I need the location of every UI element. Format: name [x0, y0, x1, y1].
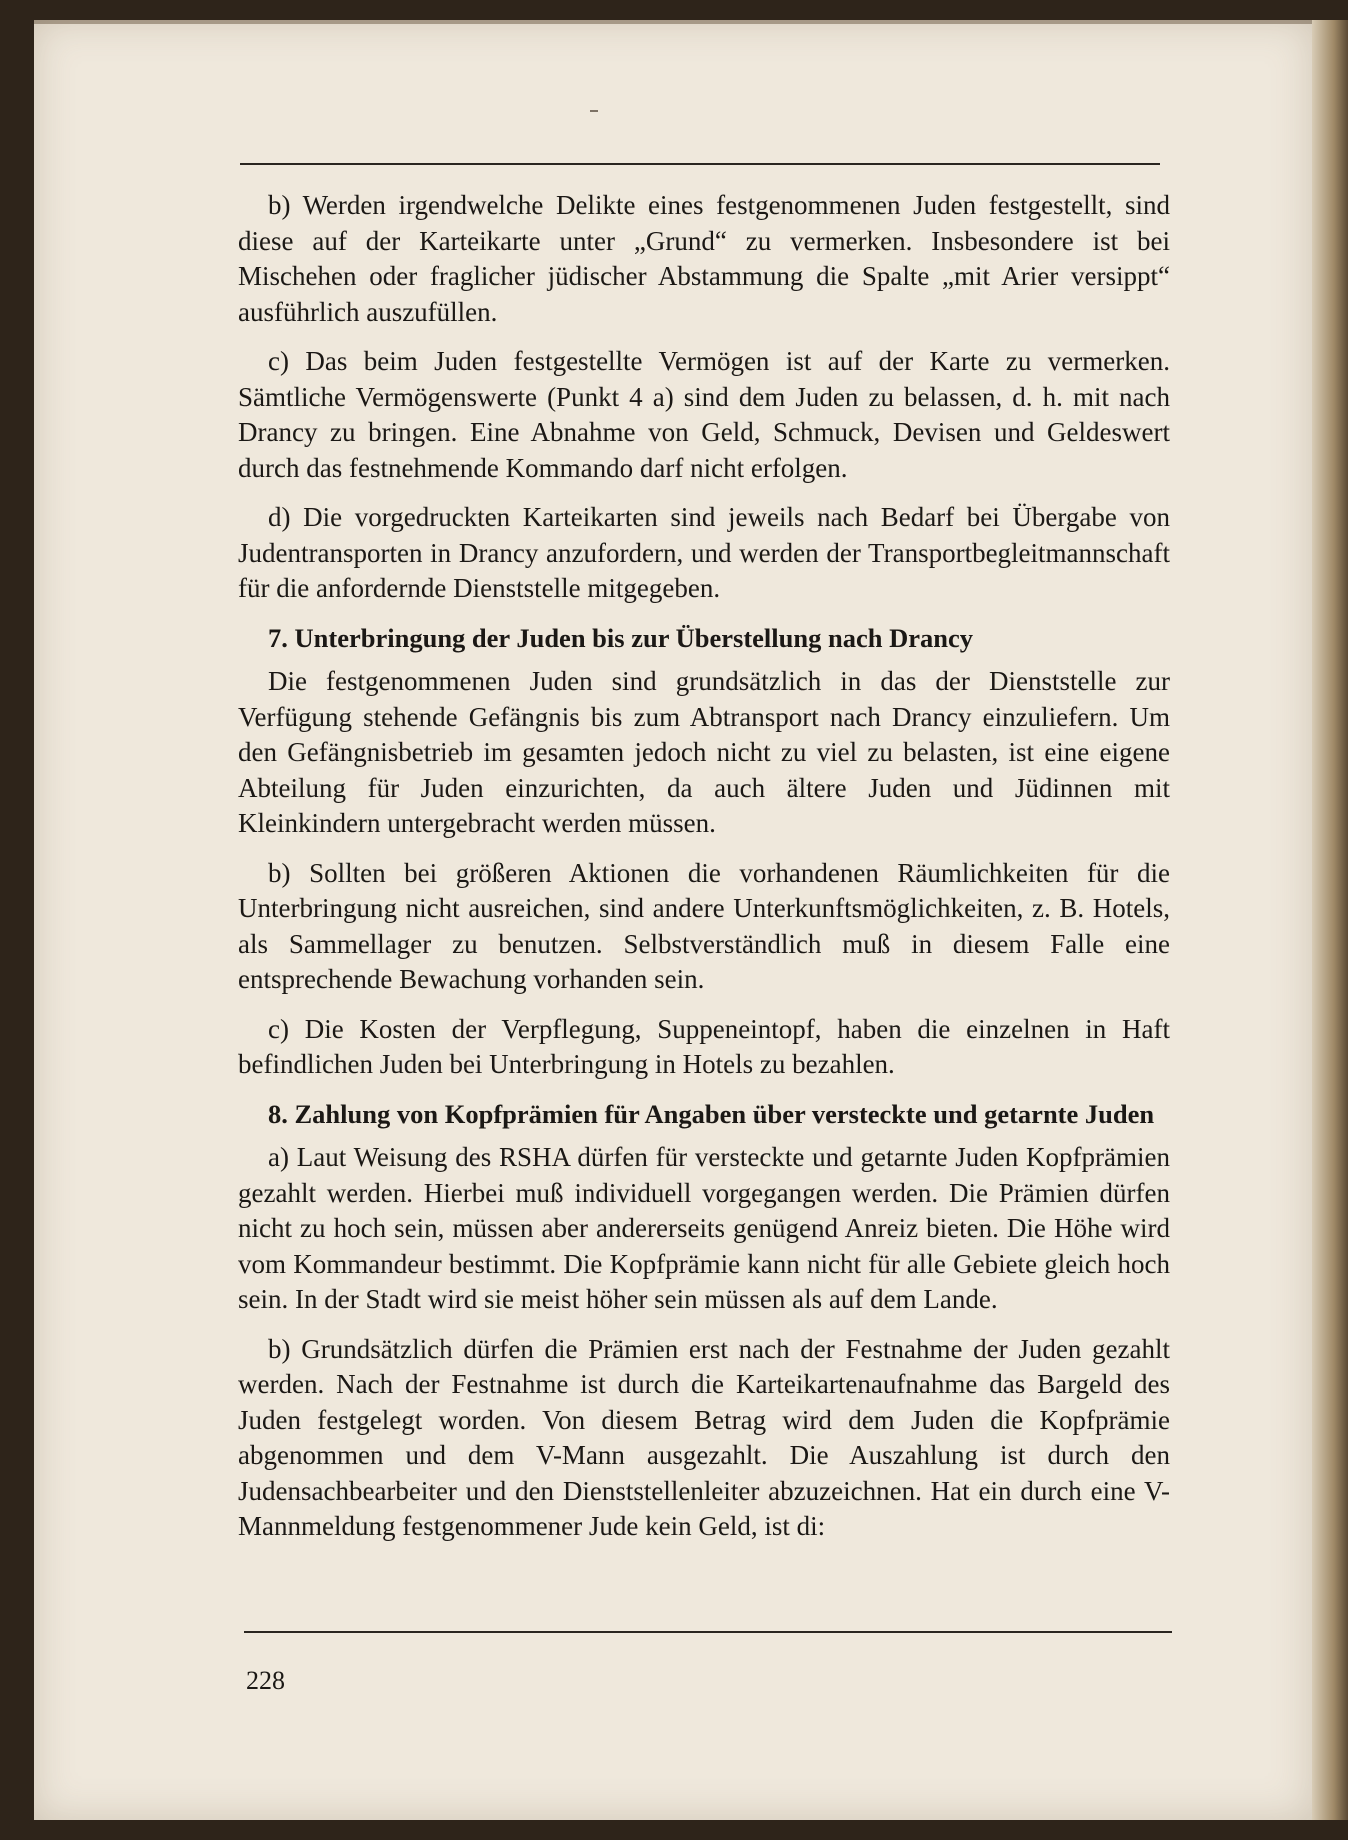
paragraph-7-c: c) Die Kosten der Verpflegung, Suppeneintopf, haben die einzelnen in Haft befindlichen Juden bei Unterbringung in Hotels zu bezahlen.: [238, 1013, 1170, 1079]
paragraph-c-vermoegen: c) Das beim Juden festgestellte Vermögen ist auf der Karte zu vermerken. Sämtliche Vermögenswerte (Punkt 4 a) sind dem Juden zu belassen, d. h. mit nach Drancy zu bringen. Eine Abnahme von Geld, Schmuck, Devisen und Geldeswert durch das festnehmende Kommando darf nicht erfolgen.: [238, 346, 1170, 483]
paragraph-7-intro: Die festgenommenen Juden sind grundsätzlich in das der Dienststelle zur Verfügung stehende Gefängnis bis zum Abtransport nach Drancy einzuliefern. Um den Gefängnisbetrieb im gesamten jedoch nicht zu viel zu belasten, ist eine eigene Abteilung für Juden einzurichten, da auch ältere Juden und Jüdinnen mit Kleinkindern untergebracht werden müssen.: [238, 666, 1170, 838]
paragraph-7-b: b) Sollten bei größeren Aktionen die vorhandenen Räumlichkeiten für die Unterbringung nicht ausreichen, sind andere Unterkunftsmöglichkeiten, z. B. Hotels, als Sammellager zu benutzen. Selbstverständlich muß in diesem Falle eine entsprechende Bewachung vorhanden sein.: [238, 857, 1170, 994]
paragraph-8-b: b) Grundsätzlich dürfen die Prämien erst nach der Festnahme der Juden gezahlt werden. Nach der Festnahme ist durch die Karteikartenaufnahme das Bargeld des Juden festgelegt worden. Von diesem Betrag wird dem Juden die Kopfprämie abgenommen und dem V-Mann ausgezahlt. Die Auszahlung ist durch den Judensachbearbeiter und den Dienststellenleiter abzuzeichnen. Hat ein durch eine V-Mannmeldung festgenommener Jude kein Geld, ist di:: [238, 1333, 1170, 1541]
header-rule: [240, 163, 1160, 165]
paragraph-8-a: a) Laut Weisung des RSHA dürfen für versteckte und getarnte Juden Kopfprämien gezahlt werden. Hierbei muß individuell vorgegangen werden. Die Prämien dürfen nicht zu hoch sein, müssen aber andererseits genügend Anreiz bieten. Die Höhe wird vom Kommandeur bestimmt. Die Kopfprämie kann nicht für alle Gebiete gleich hoch sein. In der Stadt wird sie meist höher sein müssen als auf dem Lande.: [238, 1142, 1170, 1314]
page-top-edge: [34, 20, 1312, 24]
stray-mark: [590, 110, 598, 112]
section-heading-8: 8. Zahlung von Kopfprämien für Angaben über versteckte und getarnte Juden: [268, 1098, 1155, 1129]
section-heading-7: 7. Unterbringung der Juden bis zur Überstellung nach Drancy: [268, 622, 974, 653]
paragraph-b-delikte: b) Werden irgendwelche Delikte eines festgenommenen Juden festgestellt, sind diese auf der Karteikarte unter „Grund“ zu vermerken. Insbesondere ist bei Mischehen oder fraglicher jüdischer Abstammung die Spalte „mit Arier versippt“ ausführlich auszufüllen.: [238, 190, 1170, 327]
page-number: 228: [246, 1666, 285, 1695]
page-body: [238, 188, 1170, 1559]
footer-rule: [244, 1631, 1172, 1633]
page-right-edge: [1312, 20, 1348, 1820]
paragraph-d-karteikarten: d) Die vorgedruckten Karteikarten sind jeweils nach Bedarf bei Übergabe von Judentransporten in Drancy anzufordern, und werden der Transportbegleitmannschaft für die anfordernde Dienststelle mitgegeben.: [238, 502, 1170, 603]
